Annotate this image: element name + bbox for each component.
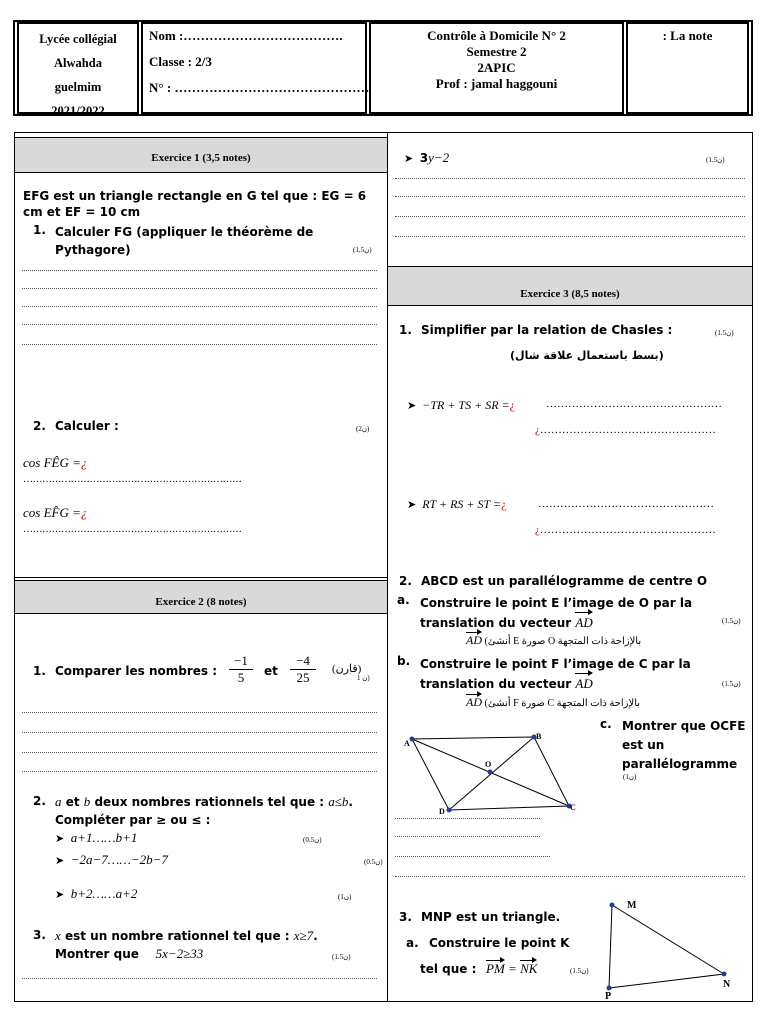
ex2-q3-answer-area[interactable] bbox=[22, 970, 377, 982]
compare-item-1[interactable]: ➤ a+1……b+1 bbox=[55, 830, 138, 845]
ex3-qc: Montrer que OCFE est un parallélogramme bbox=[622, 719, 746, 771]
ex1-q1-points: (1,5ن) bbox=[353, 246, 372, 254]
ex3-q3a-num: a. bbox=[406, 936, 419, 950]
compare-item-2-points: (0.5ن) bbox=[364, 858, 383, 866]
school-box bbox=[17, 22, 139, 118]
label-a: A bbox=[404, 739, 410, 748]
ex1-intro: EFG est un triangle rectangle en G tel que : EG = 6 cm et EF = 10 cm bbox=[23, 189, 367, 219]
ex3-qb-arabic: AD (أنشئ F صورة C بالإزاحة ذات المتجهة bbox=[466, 695, 641, 709]
ex3-q2: ABCD est un parallélogramme de centre O bbox=[421, 574, 708, 588]
compare-item-1-points: (0.5ن) bbox=[303, 836, 322, 844]
parallelogram-figure bbox=[402, 730, 584, 820]
school-year: 2021/2022 bbox=[51, 104, 105, 118]
compare-item-2[interactable]: ➤ −2a−7……−2b−7 bbox=[55, 852, 168, 867]
ex3-q3-num: 3. bbox=[399, 910, 412, 924]
ex3-q3a-points: (1.5ن) bbox=[570, 967, 589, 975]
chasles-2-answer[interactable]: ………………………………………… bbox=[538, 498, 714, 510]
label-n: N bbox=[723, 979, 731, 990]
ex3-q3a-expr: PM = NK bbox=[486, 961, 538, 976]
chasles-2-answer-2[interactable]: ¿………………………………………… bbox=[535, 524, 716, 536]
expr-3y-2-answer-area[interactable] bbox=[395, 170, 745, 240]
ex1-q2-points: (2ن) bbox=[356, 425, 370, 433]
label-m: M bbox=[627, 900, 637, 911]
ex2-q3: x est un nombre rationnel tel que : x≥7. Montrer que 5x−2≥33 bbox=[55, 928, 318, 961]
ex1-q1-num: 1. bbox=[33, 223, 46, 237]
ex3-q1: Simplifier par la relation de Chasles : bbox=[421, 323, 673, 337]
numero-field[interactable]: N° : ……………………………………… bbox=[149, 80, 370, 95]
ex1-q2: Calculer : bbox=[55, 419, 119, 433]
cos-feg: cos FÊG =¿ bbox=[23, 455, 88, 470]
ex2-title: Exercice 2 (8 notes) bbox=[15, 580, 387, 614]
level: 2APIC bbox=[477, 60, 516, 75]
ex1-title: Exercice 1 (3,5 notes) bbox=[15, 137, 387, 173]
ex3-q1-arabic: (بسط باستعمال علاقة شال) bbox=[510, 349, 664, 362]
school-name-2: Alwahda bbox=[54, 56, 102, 70]
ex2-q1-points: ن 1) bbox=[357, 674, 370, 682]
label-o: O bbox=[485, 760, 492, 769]
chasles-1: ➤ −TR + TS + SR =¿ bbox=[407, 398, 515, 412]
ex3-qc-points: (1ن) bbox=[623, 773, 637, 781]
ex2-q3-points: (1.5ن) bbox=[332, 953, 351, 961]
expr-3y-2-points: (1.5ن) bbox=[706, 156, 725, 164]
chasles-1-answer-2[interactable]: ¿………………………………………… bbox=[535, 424, 716, 436]
label-p: P bbox=[605, 991, 612, 1002]
ex2-q2-num: 2. bbox=[33, 794, 46, 808]
ex2-q1: Comparer les nombres : bbox=[55, 664, 218, 678]
fraction-2: −4 25 bbox=[290, 653, 316, 686]
label-b: B bbox=[536, 732, 542, 741]
ex1-q2-num: 2. bbox=[33, 419, 46, 433]
chasles-1-answer[interactable]: ………………………………………… bbox=[546, 398, 722, 410]
triangle-mnp-figure bbox=[598, 896, 748, 1002]
ex2-q2: a et b deux nombres rationnels tel que : a≤b. Compléter par ≥ ou ≤ : bbox=[55, 794, 353, 827]
ex3-title: Exercice 3 (8,5 notes) bbox=[388, 266, 752, 306]
ex2-q1-et: et bbox=[264, 664, 278, 678]
exam-title-box bbox=[369, 22, 624, 114]
fraction-1: −1 5 bbox=[229, 653, 253, 686]
expr-3y-2: ➤ 3y−2 bbox=[404, 150, 450, 165]
label-c: C bbox=[570, 803, 576, 812]
ex3-qa-num: a. bbox=[397, 593, 410, 607]
note-label: : La note bbox=[662, 28, 713, 43]
ex3-q3a: Construire le point K bbox=[429, 936, 570, 950]
label-d: D bbox=[439, 807, 445, 816]
school-city: guelmim bbox=[54, 80, 102, 94]
ex2-q1-answer-area[interactable] bbox=[22, 702, 377, 772]
school-info bbox=[19, 27, 137, 123]
ex1-q1-answer-area[interactable] bbox=[22, 262, 377, 352]
note-box[interactable] bbox=[626, 22, 749, 114]
exam-title: Contrôle à Domicile N° 2 bbox=[427, 28, 566, 43]
cos-feg-answer[interactable]: …………………………………………………………… bbox=[23, 474, 242, 485]
ex3-q2-answer-area[interactable] bbox=[395, 812, 745, 882]
compare-item-3-points: (1ن) bbox=[338, 893, 352, 901]
teacher: Prof : jamal haggouni bbox=[435, 76, 558, 91]
ex3-q3a-tel: tel que : bbox=[420, 962, 477, 976]
ex3-q2-num: 2. bbox=[399, 574, 412, 588]
ex2-q1-arabic: (قارن) bbox=[332, 663, 362, 675]
cos-efg: cos EF̂G =¿ bbox=[23, 505, 88, 520]
ex3-qa-points: (1.5ن) bbox=[722, 617, 741, 625]
compare-item-3[interactable]: ➤ b+2……a+2 bbox=[55, 886, 138, 901]
cos-efg-answer[interactable]: …………………………………………………………… bbox=[23, 524, 242, 535]
ex3-qa: Construire le point E l’image de O par la translation du vecteur AD bbox=[420, 593, 720, 633]
ex3-q1-points: (1.5ن) bbox=[715, 329, 734, 337]
ex1-ex2-divider bbox=[15, 577, 387, 578]
school-name: Lycée collégial bbox=[39, 32, 117, 46]
semester: Semestre 2 bbox=[466, 44, 527, 59]
student-box bbox=[141, 22, 370, 114]
ex3-q3: MNP est un triangle. bbox=[421, 910, 561, 924]
ex3-qb-num: b. bbox=[397, 654, 411, 668]
classe-field[interactable]: Classe : 2/3 bbox=[149, 54, 212, 69]
ex3-qb-points: (1.5ن) bbox=[722, 680, 741, 688]
chasles-2: ➤ RT + RS + ST =¿ bbox=[407, 497, 507, 511]
ex3-qa-arabic: AD (أنشئ E صورة O بالإزاحة ذات المتجهة bbox=[466, 633, 642, 647]
ex2-q3-num: 3. bbox=[33, 928, 46, 942]
ex1-q1: Calculer FG (appliquer le théorème de Pythagore) bbox=[55, 225, 314, 257]
ex3-qb: Construire le point F l’image de C par la translation du vecteur AD bbox=[420, 654, 720, 694]
ex3-qc-num: c. bbox=[600, 717, 612, 731]
ex3-q1-num: 1. bbox=[399, 323, 412, 337]
nom-field[interactable]: Nom :………………………………. bbox=[149, 28, 343, 43]
ex2-q1-num: 1. bbox=[33, 664, 46, 678]
